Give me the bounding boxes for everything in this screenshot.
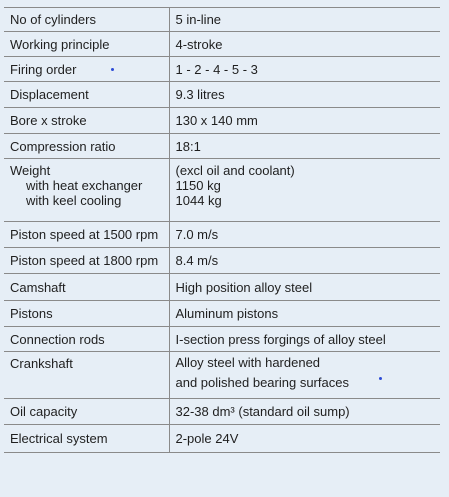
row-label: No of cylinders [4, 8, 169, 32]
row-label: Bore x stroke [4, 108, 169, 134]
row-value: 8.4 m/s [169, 248, 440, 274]
row-value: 5 in-line [169, 8, 440, 32]
row-label: Displacement [4, 82, 169, 108]
row-value: Aluminum pistons [169, 301, 440, 327]
row-label: Electrical system [4, 425, 169, 453]
weight-label: Weight [10, 163, 51, 178]
row-label: Piston speed at 1500 rpm [4, 222, 169, 248]
row-value: 7.0 m/s [169, 222, 440, 248]
row-label: Firing order [4, 57, 169, 82]
row-value: 18:1 [169, 134, 440, 159]
crankshaft-line: and polished bearing surfaces [175, 375, 349, 390]
weight-sub-label: with heat exchanger [26, 178, 143, 193]
table-row [4, 222, 440, 248]
table-row [4, 425, 440, 453]
row-label: Working principle [4, 32, 169, 57]
table-row [4, 57, 440, 82]
blue-dot-mark [111, 68, 114, 71]
table-row [4, 82, 440, 108]
weight-sub-value: 1150 kg [175, 178, 221, 193]
table-row [4, 301, 440, 327]
row-value: 9.3 litres [169, 82, 440, 108]
table-row [4, 399, 440, 425]
row-value: High position alloy steel [169, 274, 440, 301]
table-row [4, 8, 440, 32]
table-row [4, 32, 440, 57]
table-row [4, 327, 440, 352]
row-value: 1 - 2 - 4 - 5 - 3 [169, 57, 440, 82]
row-label: Connection rods [4, 327, 169, 352]
row-value: 32-38 dm³ (standard oil sump) [169, 399, 440, 425]
weight-sub-label: with keel cooling [26, 193, 122, 208]
row-value [169, 159, 440, 222]
blue-dot-mark [379, 377, 382, 380]
table-row [4, 248, 440, 274]
weight-note: (excl oil and coolant) [175, 163, 295, 178]
row-label: Oil capacity [4, 399, 169, 425]
row-value: 130 x 140 mm [169, 108, 440, 134]
row-label: Camshaft [4, 274, 169, 301]
row-value: 4-stroke [169, 32, 440, 57]
table-row [4, 274, 440, 301]
table-row [4, 159, 440, 222]
row-value: I-section press forgings of alloy steel [169, 327, 440, 352]
row-value [169, 352, 440, 399]
table-row [4, 352, 440, 399]
row-label: Pistons [4, 301, 169, 327]
engine-spec-table [4, 7, 440, 453]
row-label [4, 159, 169, 222]
weight-sub-value: 1044 kg [175, 193, 222, 208]
crankshaft-line: Alloy steel with hardened [175, 355, 321, 370]
row-label: Crankshaft [4, 352, 169, 399]
table-row [4, 134, 440, 159]
row-label: Compression ratio [4, 134, 169, 159]
row-label: Piston speed at 1800 rpm [4, 248, 169, 274]
table-row [4, 108, 440, 134]
row-value: 2-pole 24V [169, 425, 440, 453]
